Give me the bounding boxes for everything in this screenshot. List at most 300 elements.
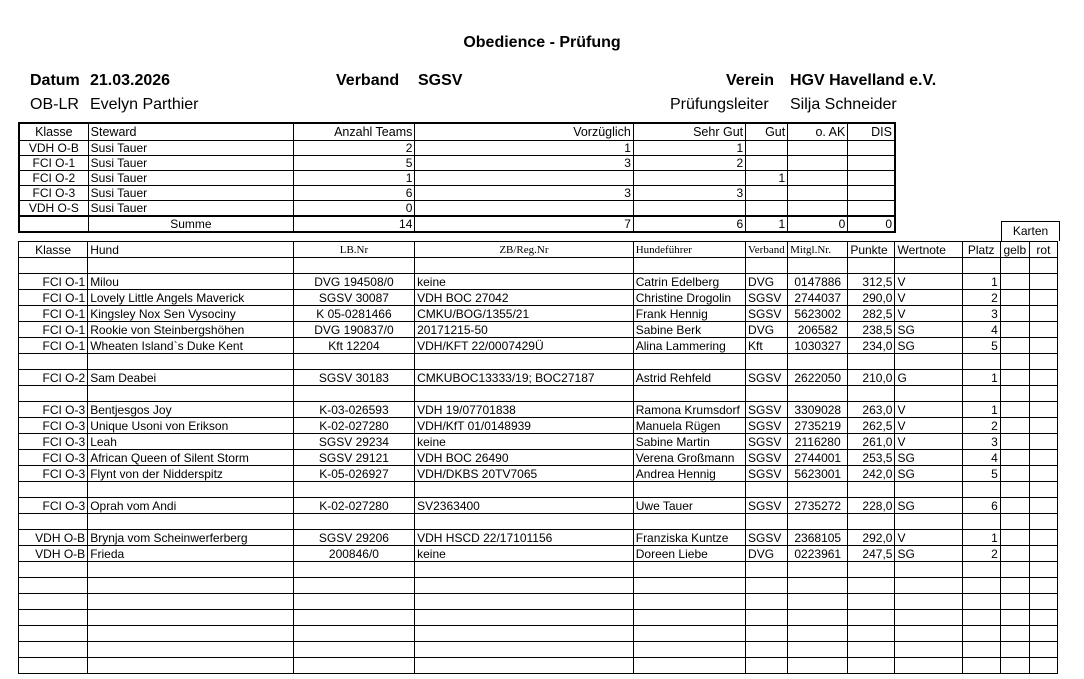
summary-cell-anzahl-teams: 0 (294, 201, 415, 217)
results-cell-punkte: 292,0 (848, 530, 895, 546)
results-cell-rot (1029, 386, 1057, 402)
results-cell-lb-nr (293, 578, 414, 594)
results-cell-gelb (1000, 546, 1029, 562)
summary-cell-anzahl-teams: 1 (294, 171, 415, 186)
results-cell-rot (1029, 482, 1057, 498)
results-cell-gelb (1000, 370, 1029, 386)
results-cell-verband: SGSV (746, 498, 788, 514)
summary-cell-dis (848, 201, 895, 217)
results-cell-zb-reg-nr (415, 594, 634, 610)
results-cell-hund: Oprah vom Andi (88, 498, 294, 514)
table-row (19, 386, 1058, 402)
results-cell-rot (1029, 402, 1057, 418)
results-cell-platz: 5 (962, 338, 1000, 354)
results-cell-klasse: VDH O-B (19, 546, 88, 562)
results-cell-hund: Wheaten Island`s Duke Kent (88, 338, 294, 354)
table-row (19, 498, 1058, 514)
results-cell-punkte: 238,5 (848, 322, 895, 338)
results-cell-platz: 1 (962, 530, 1000, 546)
summary-cell-gut: 1 (746, 171, 788, 186)
results-cell-wertnote: V (895, 418, 962, 434)
results-cell-hund: Sam Deabei (88, 370, 294, 386)
summary-cell-sehr-gut: 3 (633, 186, 745, 201)
results-cell-wertnote (895, 610, 962, 626)
results-cell-zb-reg-nr (415, 626, 634, 642)
results-cell-zb-reg-nr (415, 482, 634, 498)
results-cell-hund: Leah (88, 434, 294, 450)
results-cell-hund (88, 258, 294, 274)
verband-value: SGSV (418, 72, 463, 89)
results-cell-gelb (1000, 610, 1029, 626)
results-header-klasse: Klasse (19, 242, 88, 258)
results-cell-gelb (1000, 450, 1029, 466)
results-cell-klasse: FCI O-3 (19, 434, 88, 450)
page-title: Obedience - Prüfung (463, 34, 621, 51)
summary-cell-sehr-gut: 2 (633, 156, 745, 171)
results-cell-gelb (1000, 626, 1029, 642)
results-cell-hund (88, 658, 294, 674)
results-cell-gelb (1000, 562, 1029, 578)
results-cell-verband (746, 562, 788, 578)
table-row (19, 290, 1058, 306)
results-cell-platz: 1 (962, 370, 1000, 386)
table-row (19, 546, 1058, 562)
results-cell-platz (962, 626, 1000, 642)
summary-cell-o-ak (788, 156, 848, 171)
results-header-wertnote: Wertnote (895, 242, 962, 258)
results-cell-punkte (848, 626, 895, 642)
results-cell-platz (962, 594, 1000, 610)
results-cell-hundefuehrer (633, 562, 745, 578)
results-cell-platz: 3 (962, 306, 1000, 322)
results-cell-punkte: 290,0 (848, 290, 895, 306)
results-cell-klasse (19, 594, 88, 610)
results-cell-lb-nr (293, 594, 414, 610)
summary-sum-empty (19, 216, 88, 232)
results-cell-punkte: 242,0 (848, 466, 895, 482)
table-row (19, 658, 1058, 674)
summary-cell-klasse: VDH O-B (19, 141, 88, 156)
results-cell-hund: Kingsley Nox Sen Vysociny (88, 306, 294, 322)
pruefungsleiter-value: Silja Schneider (790, 96, 897, 113)
results-cell-zb-reg-nr: SV2363400 (415, 498, 634, 514)
results-cell-platz (962, 658, 1000, 674)
results-cell-zb-reg-nr (415, 642, 634, 658)
results-cell-zb-reg-nr: CMKU/BOG/1355/21 (415, 306, 634, 322)
results-cell-platz: 2 (962, 418, 1000, 434)
results-cell-verband: DVG (746, 322, 788, 338)
results-cell-mitgl-nr (788, 642, 848, 658)
results-cell-mitgl-nr (788, 610, 848, 626)
results-cell-mitgl-nr: 2622050 (788, 370, 848, 386)
results-cell-hund: Lovely Little Angels Maverick (88, 290, 294, 306)
results-cell-klasse: FCI O-3 (19, 498, 88, 514)
summary-cell-dis (848, 141, 895, 156)
results-cell-rot (1029, 370, 1057, 386)
table-row (19, 370, 1058, 386)
results-cell-platz (962, 610, 1000, 626)
results-cell-platz: 5 (962, 466, 1000, 482)
datum-label: Datum (30, 72, 80, 89)
results-cell-klasse: FCI O-2 (19, 370, 88, 386)
summary-row (19, 186, 895, 201)
summary-header-klasse: Klasse (19, 123, 88, 141)
results-cell-rot (1029, 594, 1057, 610)
results-cell-lb-nr: 200846/0 (293, 546, 414, 562)
results-cell-punkte (848, 642, 895, 658)
results-cell-zb-reg-nr: VDH/KfT 01/0148939 (415, 418, 634, 434)
table-row (19, 450, 1058, 466)
summary-cell-klasse: FCI O-3 (19, 186, 88, 201)
results-cell-wertnote (895, 514, 962, 530)
results-cell-wertnote (895, 482, 962, 498)
results-cell-gelb (1000, 466, 1029, 482)
results-cell-zb-reg-nr: CMKUBOC13333/19; BOC27187 (415, 370, 634, 386)
results-cell-gelb (1000, 290, 1029, 306)
results-cell-lb-nr: SGSV 29234 (293, 434, 414, 450)
results-cell-punkte (848, 594, 895, 610)
results-cell-klasse: FCI O-1 (19, 322, 88, 338)
results-cell-mitgl-nr (788, 562, 848, 578)
results-cell-hundefuehrer: Catrin Edelberg (633, 274, 745, 290)
results-cell-wertnote (895, 354, 962, 370)
results-header-row (19, 242, 1058, 258)
summary-cell-sehr-gut: 1 (633, 141, 745, 156)
summary-cell-dis (848, 156, 895, 171)
results-cell-gelb (1000, 514, 1029, 530)
results-cell-verband: SGSV (746, 370, 788, 386)
results-cell-klasse: FCI O-1 (19, 274, 88, 290)
results-cell-klasse (19, 258, 88, 274)
results-cell-zb-reg-nr (415, 610, 634, 626)
results-cell-punkte: 234,0 (848, 338, 895, 354)
results-cell-gelb (1000, 498, 1029, 514)
table-row (19, 354, 1058, 370)
results-cell-hundefuehrer (633, 578, 745, 594)
results-cell-lb-nr (293, 482, 414, 498)
summary-cell-sehr-gut (633, 171, 745, 186)
results-cell-punkte: 210,0 (848, 370, 895, 386)
results-cell-platz: 2 (962, 546, 1000, 562)
results-cell-lb-nr: SGSV 30087 (293, 290, 414, 306)
results-cell-verband: SGSV (746, 306, 788, 322)
results-cell-hund: Milou (88, 274, 294, 290)
table-row (19, 402, 1058, 418)
results-cell-klasse (19, 562, 88, 578)
results-cell-hundefuehrer: Frank Hennig (633, 306, 745, 322)
results-cell-gelb (1000, 482, 1029, 498)
table-row (19, 594, 1058, 610)
results-cell-wertnote: V (895, 434, 962, 450)
results-cell-wertnote (895, 594, 962, 610)
results-cell-hundefuehrer (633, 626, 745, 642)
results-cell-mitgl-nr (788, 354, 848, 370)
results-cell-mitgl-nr: 2735219 (788, 418, 848, 434)
summary-sum-label: Summe (88, 216, 293, 232)
results-cell-zb-reg-nr (415, 562, 634, 578)
results-cell-lb-nr: K-05-026927 (293, 466, 414, 482)
results-cell-hundefuehrer: Andrea Hennig (633, 466, 745, 482)
results-cell-lb-nr (293, 386, 414, 402)
results-cell-hund (88, 626, 294, 642)
summary-cell-vorzueglich (415, 201, 633, 217)
results-cell-platz: 1 (962, 274, 1000, 290)
results-cell-klasse: FCI O-3 (19, 466, 88, 482)
table-row (19, 578, 1058, 594)
results-cell-hundefuehrer (633, 386, 745, 402)
results-cell-verband (746, 354, 788, 370)
results-cell-hund: Bentjesgos Joy (88, 402, 294, 418)
results-cell-lb-nr (293, 610, 414, 626)
results-cell-verband (746, 514, 788, 530)
results-cell-zb-reg-nr (415, 658, 634, 674)
datum-value: 21.03.2026 (90, 72, 171, 89)
summary-row (19, 141, 895, 156)
results-cell-rot (1029, 642, 1057, 658)
results-cell-wertnote (895, 626, 962, 642)
results-cell-rot (1029, 434, 1057, 450)
table-row (19, 258, 1058, 274)
results-cell-rot (1029, 658, 1057, 674)
results-cell-rot (1029, 274, 1057, 290)
results-cell-platz: 3 (962, 434, 1000, 450)
results-cell-platz (962, 642, 1000, 658)
results-cell-rot (1029, 258, 1057, 274)
results-cell-hund: African Queen of Silent Storm (88, 450, 294, 466)
results-cell-hund (88, 386, 294, 402)
results-cell-punkte (848, 578, 895, 594)
results-cell-platz: 4 (962, 322, 1000, 338)
results-header-lb-nr: LB.Nr (293, 242, 414, 258)
summary-row (19, 156, 895, 171)
results-cell-wertnote: V (895, 290, 962, 306)
summary-cell-anzahl-teams: 5 (294, 156, 415, 171)
summary-cell-klasse: FCI O-1 (19, 156, 88, 171)
table-row (19, 482, 1058, 498)
results-cell-wertnote: V (895, 306, 962, 322)
results-cell-hundefuehrer: Alina Lammering (633, 338, 745, 354)
results-header-platz: Platz (962, 242, 1000, 258)
results-cell-zb-reg-nr: VDH 19/07701838 (415, 402, 634, 418)
results-cell-gelb (1000, 578, 1029, 594)
results-cell-rot (1029, 290, 1057, 306)
results-cell-platz (962, 386, 1000, 402)
results-cell-rot (1029, 466, 1057, 482)
summary-cell-steward: Susi Tauer (88, 156, 293, 171)
results-cell-mitgl-nr (788, 578, 848, 594)
summary-cell-o-ak (788, 201, 848, 217)
summary-cell-gut (746, 156, 788, 171)
summary-cell-gut (746, 186, 788, 201)
results-cell-gelb (1000, 386, 1029, 402)
results-cell-gelb (1000, 642, 1029, 658)
results-cell-hundefuehrer: Christine Drogolin (633, 290, 745, 306)
summary-row (19, 171, 895, 186)
summary-header-row (19, 123, 895, 141)
results-cell-rot (1029, 498, 1057, 514)
results-cell-verband (746, 386, 788, 402)
summary-cell-klasse: FCI O-2 (19, 171, 88, 186)
results-cell-platz (962, 514, 1000, 530)
results-cell-mitgl-nr (788, 658, 848, 674)
results-cell-lb-nr (293, 658, 414, 674)
results-cell-klasse: FCI O-3 (19, 402, 88, 418)
oblr-label: OB-LR (30, 96, 79, 113)
results-cell-gelb (1000, 530, 1029, 546)
results-cell-punkte: 312,5 (848, 274, 895, 290)
results-cell-hundefuehrer (633, 594, 745, 610)
results-cell-gelb (1000, 322, 1029, 338)
results-cell-verband (746, 658, 788, 674)
results-cell-wertnote: SG (895, 338, 962, 354)
results-cell-gelb (1000, 594, 1029, 610)
results-cell-mitgl-nr: 2116280 (788, 434, 848, 450)
results-cell-klasse: FCI O-1 (19, 290, 88, 306)
results-header-mitgl-nr: Mitgl.Nr. (788, 242, 848, 258)
summary-cell-steward: Susi Tauer (88, 186, 293, 201)
results-cell-rot (1029, 450, 1057, 466)
results-cell-verband (746, 578, 788, 594)
table-row (19, 562, 1058, 578)
results-cell-lb-nr: SGSV 30183 (293, 370, 414, 386)
results-cell-hund: Brynja vom Scheinwerferberg (88, 530, 294, 546)
results-cell-platz (962, 258, 1000, 274)
results-cell-rot (1029, 546, 1057, 562)
results-cell-zb-reg-nr: 20171215-50 (415, 322, 634, 338)
results-cell-zb-reg-nr: VDH BOC 26490 (415, 450, 634, 466)
summary-cell-vorzueglich: 3 (415, 156, 633, 171)
results-cell-lb-nr: Kft 12204 (293, 338, 414, 354)
results-cell-hund (88, 642, 294, 658)
results-cell-klasse: FCI O-3 (19, 450, 88, 466)
results-cell-hund: Unique Usoni von Erikson (88, 418, 294, 434)
summary-cell-vorzueglich (415, 171, 633, 186)
results-cell-rot (1029, 578, 1057, 594)
results-cell-klasse (19, 354, 88, 370)
results-cell-klasse (19, 658, 88, 674)
results-cell-punkte (848, 258, 895, 274)
results-cell-wertnote (895, 578, 962, 594)
results-cell-punkte: 253,5 (848, 450, 895, 466)
results-cell-zb-reg-nr (415, 514, 634, 530)
results-cell-hundefuehrer: Astrid Rehfeld (633, 370, 745, 386)
results-header-punkte: Punkte (848, 242, 895, 258)
results-cell-zb-reg-nr (415, 386, 634, 402)
results-cell-wertnote (895, 642, 962, 658)
summary-table (18, 122, 896, 233)
results-cell-hundefuehrer (633, 610, 745, 626)
results-cell-mitgl-nr: 2735272 (788, 498, 848, 514)
results-cell-verband: DVG (746, 274, 788, 290)
results-cell-mitgl-nr (788, 258, 848, 274)
results-cell-hund (88, 514, 294, 530)
results-cell-verband (746, 482, 788, 498)
results-cell-lb-nr (293, 626, 414, 642)
results-cell-mitgl-nr (788, 626, 848, 642)
summary-cell-gut (746, 201, 788, 217)
results-cell-hundefuehrer: Sabine Martin (633, 434, 745, 450)
results-cell-hundefuehrer: Uwe Tauer (633, 498, 745, 514)
results-cell-wertnote: V (895, 530, 962, 546)
results-cell-verband: SGSV (746, 450, 788, 466)
results-cell-lb-nr (293, 562, 414, 578)
results-cell-zb-reg-nr (415, 354, 634, 370)
results-cell-zb-reg-nr (415, 258, 634, 274)
results-header-hundefuehrer: Hundeführer (633, 242, 745, 258)
results-cell-verband (746, 626, 788, 642)
results-cell-hundefuehrer: Sabine Berk (633, 322, 745, 338)
results-cell-mitgl-nr: 2368105 (788, 530, 848, 546)
results-cell-punkte (848, 354, 895, 370)
summary-cell-dis (848, 186, 895, 201)
summary-header-gut: Gut (746, 123, 788, 141)
results-cell-lb-nr (293, 642, 414, 658)
results-header-gelb: gelb (1000, 242, 1029, 258)
results-cell-lb-nr: K 05-0281466 (293, 306, 414, 322)
results-cell-verband (746, 258, 788, 274)
results-cell-wertnote: SG (895, 322, 962, 338)
results-cell-verband (746, 642, 788, 658)
summary-cell-dis (848, 171, 895, 186)
results-cell-verband: SGSV (746, 290, 788, 306)
table-row (19, 338, 1058, 354)
results-cell-wertnote (895, 562, 962, 578)
summary-cell-steward: Susi Tauer (88, 171, 293, 186)
results-cell-hundefuehrer (633, 354, 745, 370)
results-cell-hund (88, 578, 294, 594)
summary-sum-o-ak: 0 (788, 216, 848, 232)
results-cell-wertnote (895, 658, 962, 674)
table-row (19, 434, 1058, 450)
results-cell-rot (1029, 306, 1057, 322)
pruefungsleiter-label: Prüfungsleiter (670, 96, 769, 113)
results-cell-verband: SGSV (746, 434, 788, 450)
results-cell-lb-nr: DVG 194508/0 (293, 274, 414, 290)
results-cell-hundefuehrer: Doreen Liebe (633, 546, 745, 562)
results-cell-lb-nr (293, 258, 414, 274)
results-cell-gelb (1000, 658, 1029, 674)
summary-cell-anzahl-teams: 2 (294, 141, 415, 156)
results-cell-punkte: 247,5 (848, 546, 895, 562)
results-cell-gelb (1000, 402, 1029, 418)
results-cell-mitgl-nr: 1030327 (788, 338, 848, 354)
summary-cell-steward: Susi Tauer (88, 201, 293, 217)
results-cell-mitgl-nr (788, 594, 848, 610)
results-cell-wertnote (895, 386, 962, 402)
results-cell-punkte (848, 562, 895, 578)
results-cell-mitgl-nr: 5623002 (788, 306, 848, 322)
results-cell-gelb (1000, 418, 1029, 434)
summary-header-steward: Steward (88, 123, 293, 141)
results-header-hund: Hund (88, 242, 294, 258)
results-cell-klasse (19, 514, 88, 530)
table-row (19, 322, 1058, 338)
summary-header-anzahl-teams: Anzahl Teams (294, 123, 415, 141)
summary-cell-gut (746, 141, 788, 156)
results-cell-punkte: 261,0 (848, 434, 895, 450)
summary-sum-dis: 0 (848, 216, 895, 232)
results-cell-platz: 2 (962, 290, 1000, 306)
results-cell-hund (88, 610, 294, 626)
results-cell-mitgl-nr (788, 514, 848, 530)
results-cell-gelb (1000, 274, 1029, 290)
results-cell-zb-reg-nr: keine (415, 546, 634, 562)
results-cell-klasse (19, 482, 88, 498)
verein-label: Verein (726, 72, 775, 89)
results-cell-lb-nr: SGSV 29121 (293, 450, 414, 466)
results-cell-wertnote: G (895, 370, 962, 386)
summary-sum-sehr-gut: 6 (633, 216, 745, 232)
